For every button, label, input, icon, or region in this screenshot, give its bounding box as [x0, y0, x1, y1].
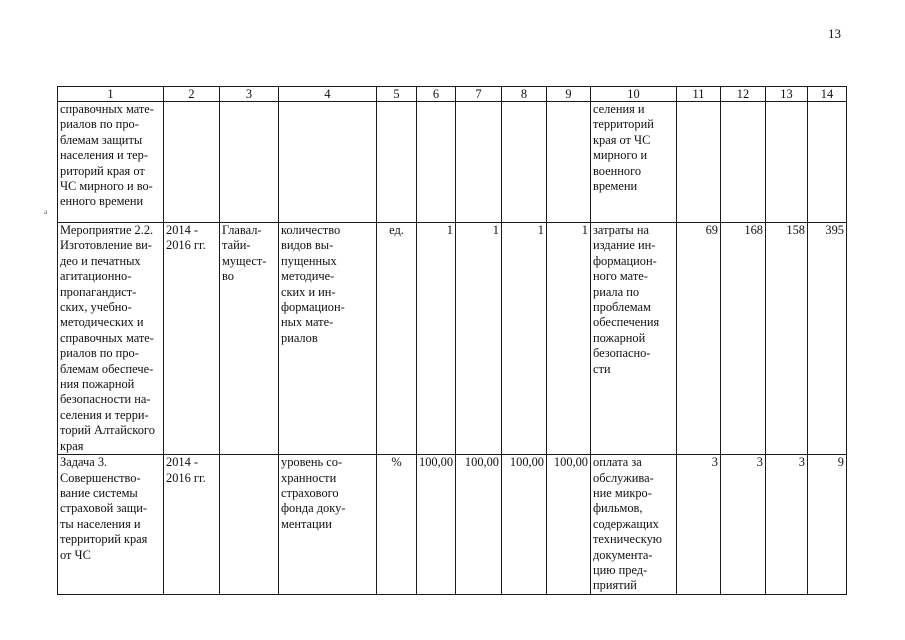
cell-unit: [377, 102, 417, 223]
cell-executor: [220, 455, 279, 595]
cell-amount: 3: [677, 455, 721, 595]
cell-description: Задача 3. Совершенство- вание системы страховой защи- ты населения и территорий края от ЧС: [58, 455, 164, 595]
cell-amount: 395: [808, 223, 847, 455]
data-table: [57, 86, 847, 595]
cell-value: [456, 102, 502, 223]
column-header-13: 13: [766, 87, 808, 102]
cell-expense: затраты на издание ин- формацион- ного мате- риала по проблемам обеспечения пожарной безопасно- сти: [591, 223, 677, 455]
cell-amount: [721, 102, 766, 223]
column-header-14: 14: [808, 87, 847, 102]
column-header-1: 1: [58, 87, 164, 102]
cell-period: 2014 - 2016 гг.: [164, 455, 220, 595]
cell-value: 1: [456, 223, 502, 455]
table-row: [58, 223, 847, 455]
column-header-8: 8: [502, 87, 547, 102]
cell-amount: 168: [721, 223, 766, 455]
cell-executor: Главал- тайи- мущест- во: [220, 223, 279, 455]
column-header-4: 4: [279, 87, 377, 102]
column-header-2: 2: [164, 87, 220, 102]
cell-value: [417, 102, 456, 223]
cell-value: 100,00: [456, 455, 502, 595]
cell-value: 1: [547, 223, 591, 455]
cell-value: 1: [417, 223, 456, 455]
cell-value: 100,00: [417, 455, 456, 595]
table-row: [58, 102, 847, 223]
cell-period: [164, 102, 220, 223]
cell-amount: 3: [721, 455, 766, 595]
margin-mark: а: [44, 208, 48, 216]
page-number: 13: [828, 26, 841, 41]
column-header-10: 10: [591, 87, 677, 102]
cell-value: 100,00: [547, 455, 591, 595]
cell-indicator: уровень со- хранности страхового фонда доку- ментации: [279, 455, 377, 595]
cell-unit: ед.: [377, 223, 417, 455]
column-header-7: 7: [456, 87, 502, 102]
cell-indicator: количество видов вы- пущенных методиче- ских и ин- формацион- ных мате- риалов: [279, 223, 377, 455]
table-row: [58, 455, 847, 595]
column-header-6: 6: [417, 87, 456, 102]
cell-period: 2014 - 2016 гг.: [164, 223, 220, 455]
cell-amount: 9: [808, 455, 847, 595]
header-row: [58, 87, 847, 102]
cell-unit: %: [377, 455, 417, 595]
cell-expense: селения и территорий края от ЧС мирного и военного времени: [591, 102, 677, 223]
cell-value: [547, 102, 591, 223]
column-header-9: 9: [547, 87, 591, 102]
cell-amount: 69: [677, 223, 721, 455]
cell-amount: 158: [766, 223, 808, 455]
column-header-3: 3: [220, 87, 279, 102]
column-header-5: 5: [377, 87, 417, 102]
cell-amount: 3: [766, 455, 808, 595]
cell-executor: [220, 102, 279, 223]
column-header-12: 12: [721, 87, 766, 102]
cell-value: 100,00: [502, 455, 547, 595]
cell-value: [502, 102, 547, 223]
cell-amount: [677, 102, 721, 223]
column-header-11: 11: [677, 87, 721, 102]
cell-indicator: [279, 102, 377, 223]
cell-expense: оплата за обслужива- ние микро- фильмов, содержащих техническую документа- цию пред- приятий: [591, 455, 677, 595]
cell-description: справочных мате- риалов по про- блемам защиты населения и тер- риторий края от ЧС мирного и во- енного времени: [58, 102, 164, 223]
cell-value: 1: [502, 223, 547, 455]
cell-amount: [766, 102, 808, 223]
cell-description: Мероприятие 2.2. Изготовление ви- део и печатных агитационно- пропагандист- ских, учебно- методических и справочных мате- риалов по про- блемам обеспече- ния пожарной безопасности на- селения и терри- торий Алтайского края: [58, 223, 164, 455]
cell-amount: [808, 102, 847, 223]
